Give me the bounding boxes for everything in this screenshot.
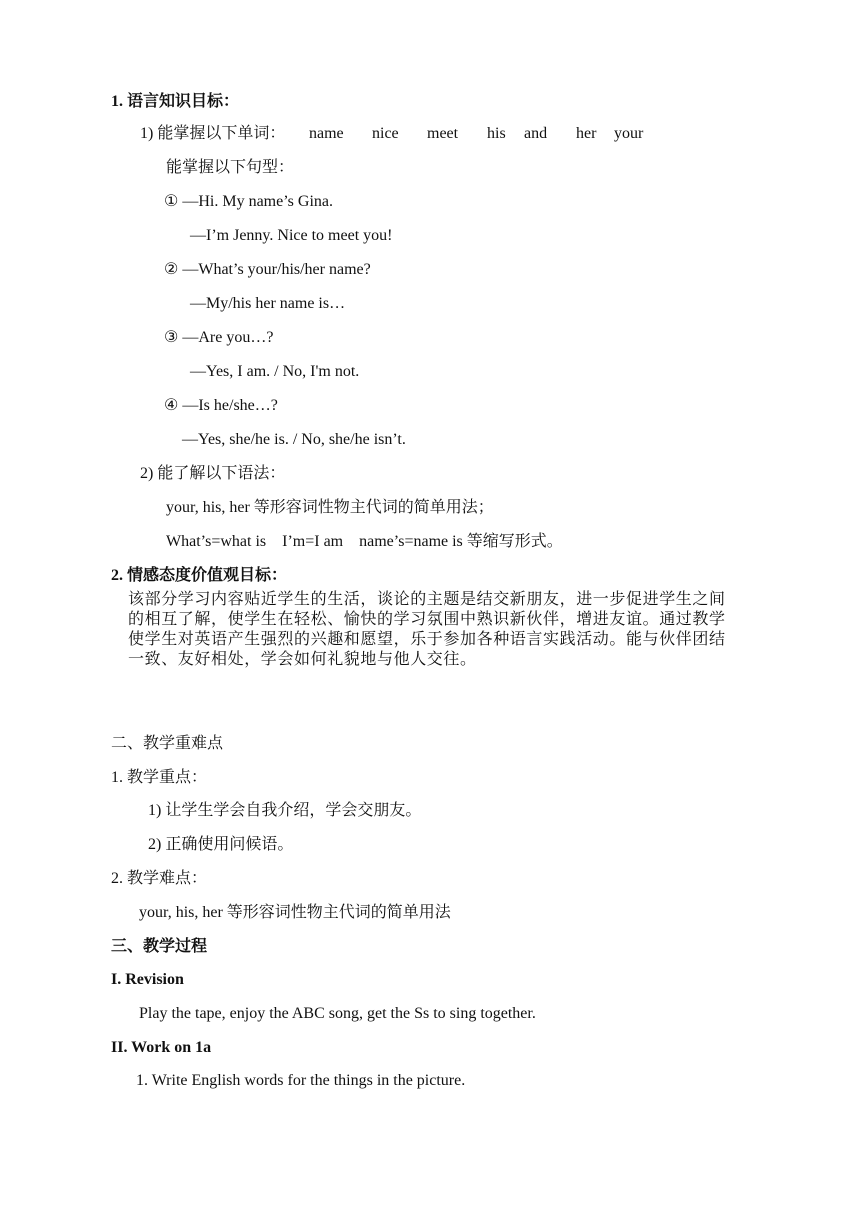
vocab-word: meet — [427, 125, 459, 142]
dialogue-answer: —I’m Jenny. Nice to meet you! — [190, 227, 393, 244]
revision-heading: I. Revision — [111, 971, 184, 988]
paragraph-line: 该部分学习内容贴近学生的生活，谈论的主题是结交新朋友，进一步促进学生之间 — [128, 591, 726, 608]
vocab-word: nice — [372, 125, 399, 142]
difficulty-heading: 2. 教学难点： — [111, 870, 208, 887]
dialogue-answer: —Yes, I am. / No, I'm not. — [190, 363, 360, 380]
patterns-intro: 能掌握以下句型： — [166, 159, 295, 176]
dialogue-answer: —My/his her name is… — [190, 295, 346, 312]
difficulty-text: your, his, her 等形容词性物主代词的简单用法 — [139, 904, 451, 921]
focus-item: 1) 让学生学会自我介绍，学会交朋友。 — [148, 802, 422, 819]
work-text: 1. Write English words for the things in the picture. — [136, 1072, 466, 1089]
vocab-word: and — [524, 125, 548, 142]
part2-heading: 二、教学重难点 — [111, 735, 224, 752]
dialogue-question: ② —What’s your/his/her name? — [164, 261, 371, 278]
dialogue-question: ① —Hi. My name’s Gina. — [164, 193, 333, 210]
part3-heading: 三、教学过程 — [111, 938, 208, 955]
grammar-label: 2) 能了解以下语法： — [140, 465, 286, 482]
grammar-line: your, his, her 等形容词性物主代词的简单用法； — [166, 499, 494, 516]
grammar-line: What’s=what is I’m=I am name’s=name is 等缩写形式。 — [166, 533, 563, 550]
work-heading: II. Work on 1a — [111, 1039, 212, 1056]
focus-item: 2) 正确使用问候语。 — [148, 836, 294, 853]
vocab-word: his — [487, 125, 506, 142]
dialogue-question: ④ —Is he/she…? — [164, 397, 278, 414]
paragraph-line: 一致、友好相处，学会如何礼貌地与他人交往。 — [128, 651, 477, 668]
vocab-label: 1) 能掌握以下单词： — [140, 125, 286, 142]
dialogue-question: ③ —Are you…? — [164, 329, 274, 346]
vocab-word: your — [614, 125, 644, 142]
values-paragraph — [128, 590, 750, 670]
dialogue-answer: —Yes, she/he is. / No, she/he isn’t. — [182, 431, 406, 448]
revision-text: Play the tape, enjoy the ABC song, get the Ss to sing together. — [139, 1005, 536, 1022]
paragraph-line: 的相互了解，使学生在轻松、愉快的学习氛围中熟识新伙伴，增进友谊。通过教学 — [128, 611, 726, 628]
paragraph-line: 使学生对英语产生强烈的兴趣和愿望，乐于参加各种语言实践活动。能与伙伴团结 — [128, 631, 726, 648]
vocab-word: her — [576, 125, 597, 142]
focus-heading: 1. 教学重点： — [111, 769, 208, 786]
section2-heading: 2. 情感态度价值观目标： — [111, 567, 288, 584]
section1-heading: 1. 语言知识目标： — [111, 93, 240, 110]
vocab-word: name — [309, 125, 344, 142]
